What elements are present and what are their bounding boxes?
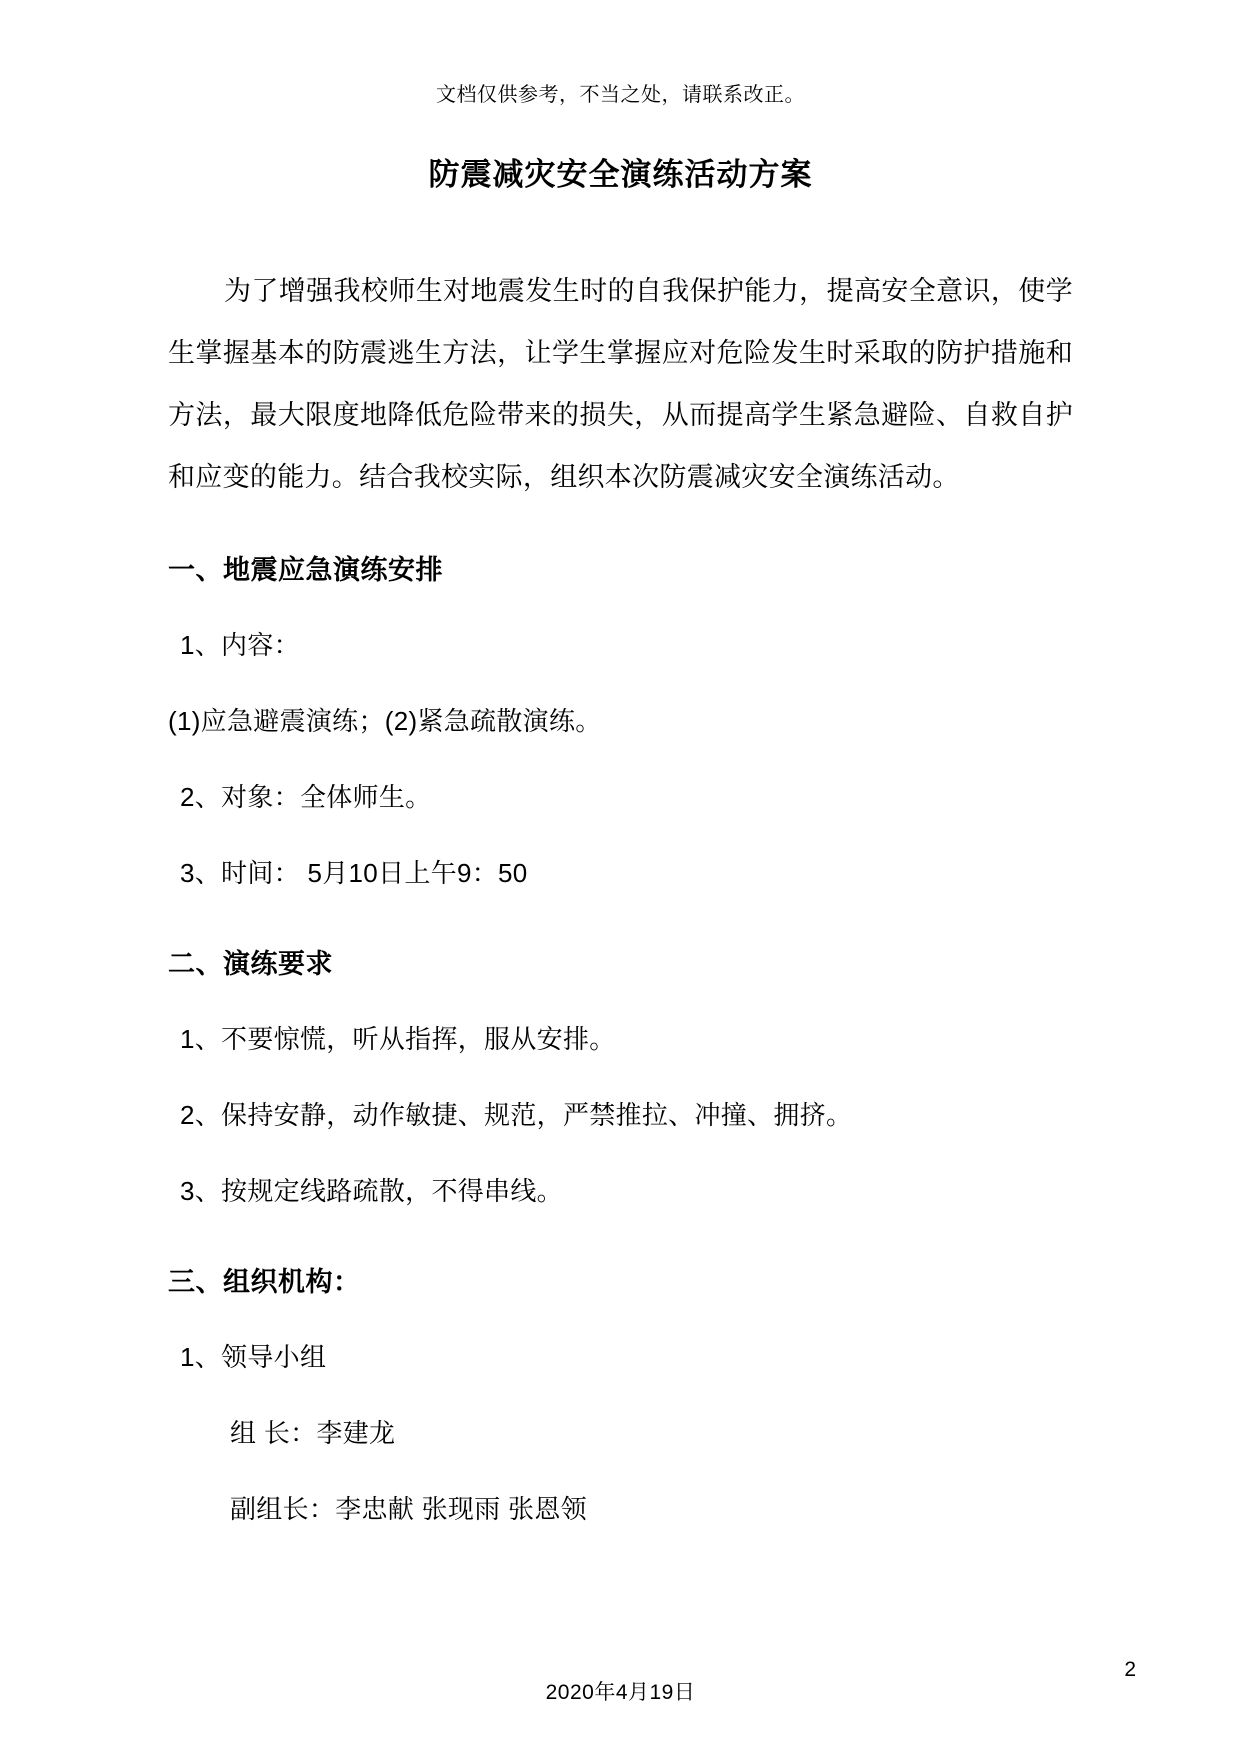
document-disclaimer: 文档仅供参考，不当之处，请联系改正。 — [436, 84, 805, 106]
section-2-line-2: 2、保持安静，动作敏捷、规范，严禁推拉、冲撞、拥挤。 — [180, 1100, 853, 1130]
page-number: 2 — [1124, 1658, 1136, 1681]
intro-paragraph: 为了增强我校师生对地震发生时的自我保护能力，提高安全意识，使学生掌握基本的防震逃生方法，让学生掌握应对危险发生时采取的防护措施和方法，最大限度地降低危险带来的损失，从而提高学生紧急避险、自救自护和应变的能力。结合我校实际，组织本次防震减灾安全演练活动。 — [168, 276, 1073, 492]
page-title: 防震减灾安全演练活动方案 — [428, 157, 813, 192]
section-3-line-3: 副组长：李忠献 张现雨 张恩领 — [230, 1494, 587, 1524]
section-3-line-1: 1、领导小组 — [180, 1342, 327, 1372]
section-2-line-3: 3、按规定线路疏散，不得串线。 — [180, 1176, 563, 1206]
section-2-line-1: 1、不要惊慌，听从指挥，服从安排。 — [180, 1024, 616, 1054]
section-heading-3: 三、组织机构： — [168, 1267, 361, 1297]
section-1-line-3: 2、对象：全体师生。 — [180, 782, 432, 812]
section-heading-1: 一、地震应急演练安排 — [168, 555, 443, 585]
section-1-line-2: (1)应急避震演练；(2)紧急疏散演练。 — [168, 706, 602, 736]
document-body — [168, 0, 1073, 1538]
section-1-line-1: 1、内容： — [180, 630, 300, 660]
section-1-line-4: 3、时间： 5月10日上午9：50 — [180, 858, 528, 888]
section-3-line-2: 组 长：李建龙 — [230, 1418, 396, 1448]
footer-date: 2020年4月19日 — [545, 1681, 696, 1704]
section-heading-2: 二、演练要求 — [168, 949, 333, 979]
